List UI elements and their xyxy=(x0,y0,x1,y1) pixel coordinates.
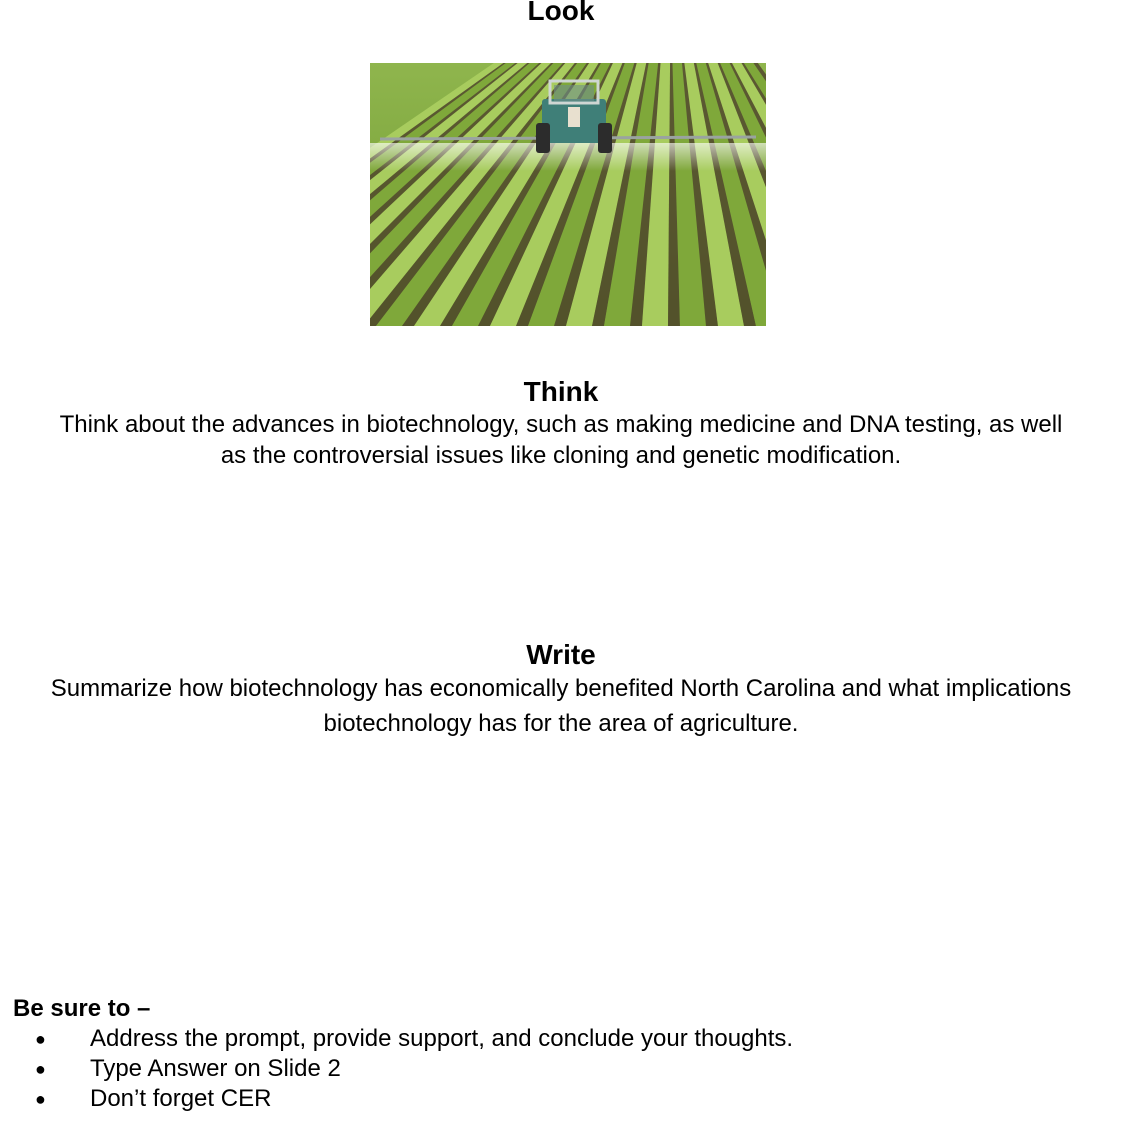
spray-mist xyxy=(370,143,766,171)
think-heading: Think xyxy=(523,376,599,407)
bullet-icon: ● xyxy=(35,1059,46,1079)
field-illustration xyxy=(370,63,766,326)
reminders-title: Be sure to – xyxy=(13,995,151,1022)
write-line-2: biotechnology has for the area of agriculture. xyxy=(323,710,799,737)
write-heading: Write xyxy=(526,639,596,670)
reminders-section xyxy=(13,993,1103,1114)
write-line-1: Summarize how biotechnology has economically benefited North Carolina and what implications xyxy=(50,675,1072,702)
tractor-window xyxy=(554,85,594,101)
write-prompt xyxy=(0,671,1122,741)
list-item xyxy=(13,1054,1103,1084)
tractor-driver xyxy=(568,107,580,127)
reminder-text: Don’t forget CER xyxy=(90,1085,272,1112)
tractor-wheel-right xyxy=(598,123,612,153)
tractor-field-photo xyxy=(370,63,766,326)
reminder-text: Type Answer on Slide 2 xyxy=(90,1055,341,1082)
reminder-text: Address the prompt, provide support, and conclude your thoughts. xyxy=(90,1025,794,1052)
think-line-1: Think about the advances in biotechnology, such as making medicine and DNA testing, as well xyxy=(59,411,1063,438)
bullet-icon: ● xyxy=(35,1089,46,1109)
bullet-icon: ● xyxy=(35,1029,46,1049)
list-item xyxy=(13,1084,1103,1114)
tractor-wheel-left xyxy=(536,123,550,153)
think-line-2: as the controversial issues like cloning and genetic modification. xyxy=(220,442,902,469)
reminders-list xyxy=(13,1024,1103,1114)
look-heading: Look xyxy=(527,0,595,26)
think-prompt xyxy=(0,409,1122,471)
list-item xyxy=(13,1024,1103,1054)
